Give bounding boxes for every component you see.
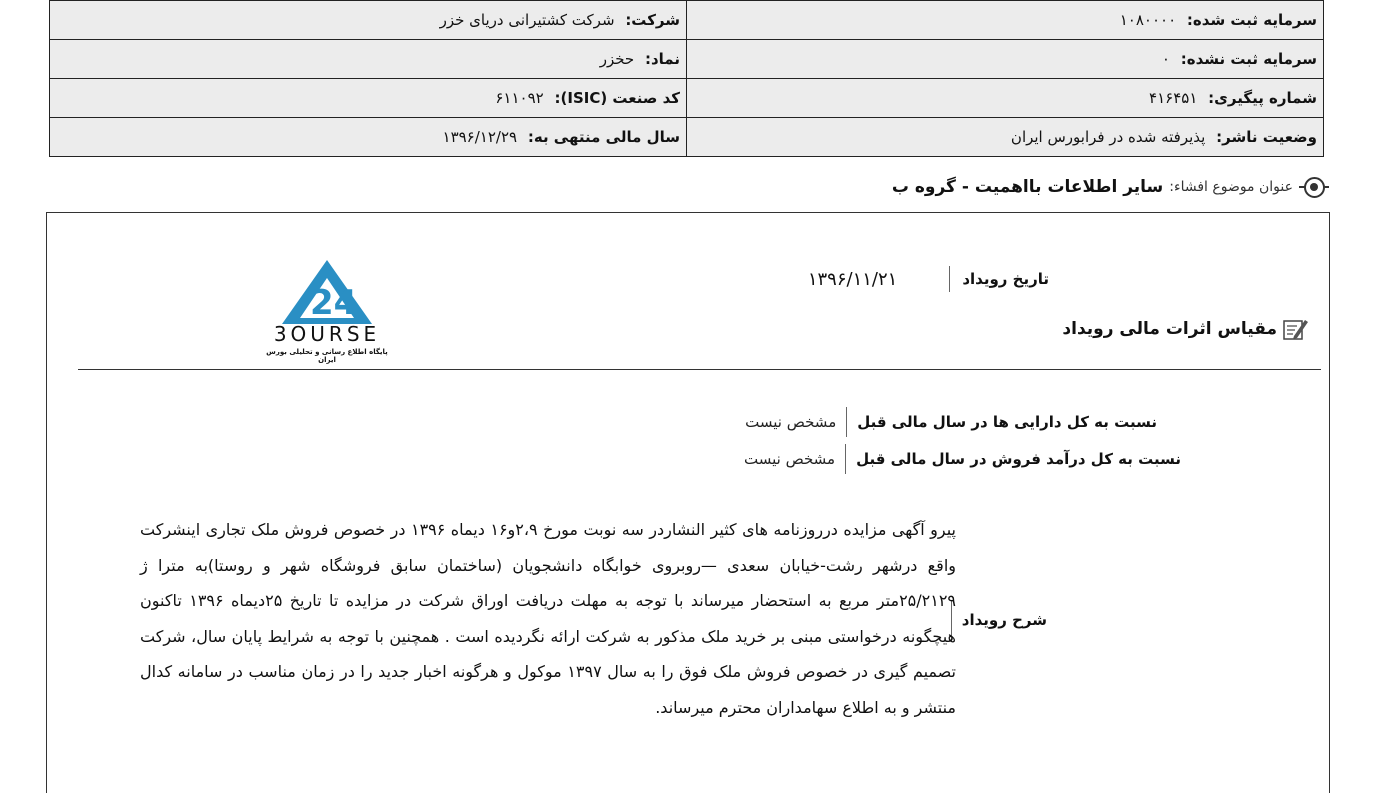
- table-row: [50, 40, 1324, 79]
- impact-title-text: مقیاس اثرات مالی رویداد: [1062, 319, 1277, 339]
- capital-cell: [687, 1, 1324, 40]
- company-cell: [50, 1, 687, 40]
- logo-triangle-icon: [262, 248, 392, 326]
- status-label: وضعیت ناشر:: [1216, 128, 1317, 146]
- company-label: شرکت:: [625, 11, 680, 29]
- bourse24-logo: [262, 248, 392, 368]
- event-date-value: ۱۳۹۶/۱۱/۲۱: [807, 268, 898, 290]
- subject-label: عنوان موضوع افشاء:: [1169, 179, 1293, 195]
- svg-text:24: 24: [310, 283, 358, 323]
- ratio-revenue-row: [744, 444, 1181, 474]
- tracking-label: شماره پیگیری:: [1208, 89, 1317, 107]
- tracking-value: ۴۱۶۴۵۱: [1149, 89, 1198, 107]
- status-cell: [687, 118, 1324, 157]
- ratio-assets-value: مشخص نیست: [745, 413, 837, 431]
- fiscal-label: سال مالی منتهی به:: [527, 128, 680, 146]
- fiscal-value: ۱۳۹۶/۱۲/۲۹: [442, 128, 518, 146]
- capital-label: سرمایه ثبت شده:: [1186, 11, 1317, 29]
- section-divider: [78, 369, 1321, 370]
- edit-note-icon: [1283, 317, 1309, 341]
- symbol-label: نماد:: [644, 50, 680, 68]
- logo-text: 3OURSE: [273, 322, 381, 346]
- event-description-text: پیرو آگهی مزایده درروزنامه های کثیر النشاردر سه نوبت مورخ ۲،۹و۱۶ دیماه ۱۳۹۶ در خصوص فروش ملک تجاری اینشرکت واقع درشهر رشت-خیابان سعدی —روبروی خوابگاه دانشجویان (ساختمان سابق فروشگاه شهر و روستا)به مترا ژ ۲۵/۲۱۲۹متر مربع به استحضار میرساند با توجه به مهلت دریافت اوراق شرکت در مزایده تا تاریخ ۲۵دیماه ۱۳۹۶ تاکنون هیچگونه درخواستی مبنی بر خرید ملک مذکور به شرکت ارائه نگردیده است . همچنین با توجه به شرایط پایان سال، شرکت تصمیم گیری در خصوص فروش ملک فوق را به سال ۱۳۹۷ موکول و هرگونه اخبار جدید را در زمان مناسب در سامانه کدال منتشر و به اطلاع سهامداران محترم میرساند.: [140, 520, 957, 717]
- event-description-label: شرح رویداد: [951, 600, 1047, 640]
- unregistered-capital-cell: [687, 40, 1324, 79]
- disclosure-subject: [892, 174, 1329, 200]
- ratio-assets-label: نسبت به کل دارایی ها در سال مالی قبل: [846, 407, 1157, 437]
- isic-cell: [50, 79, 687, 118]
- logo-subtitle: پایگاه اطلاع رسانی و تحلیلی بورس ایران: [266, 348, 388, 364]
- event-date-label: تاریخ رویداد: [949, 266, 1049, 292]
- symbol-cell: [50, 40, 687, 79]
- isic-label: کد صنعت (ISIC):: [554, 89, 680, 107]
- capital-value: ۱۰۸۰۰۰۰: [1119, 11, 1177, 29]
- isic-value: ۶۱۱۰۹۲: [495, 89, 544, 107]
- unregistered-capital-label: سرمایه ثبت نشده:: [1180, 50, 1317, 68]
- ratio-assets-row: [745, 407, 1157, 437]
- company-info-table: [49, 0, 1324, 157]
- table-row: [50, 79, 1324, 118]
- tracking-cell: [687, 79, 1324, 118]
- table-row: [50, 1, 1324, 40]
- symbol-value: حخزر: [599, 50, 635, 68]
- impact-title: [1062, 317, 1309, 341]
- status-value: پذیرفته شده در فرابورس ایران: [1010, 128, 1206, 146]
- table-row: [50, 118, 1324, 157]
- company-value: شرکت کشتیرانی دریای خزر: [439, 11, 615, 29]
- ratio-revenue-value: مشخص نیست: [744, 450, 836, 468]
- subject-value: سایر اطلاعات بااهمیت - گروه ب: [891, 177, 1164, 197]
- target-icon: [1299, 174, 1329, 200]
- ratio-revenue-label: نسبت به کل درآمد فروش در سال مالی قبل: [845, 444, 1181, 474]
- unregistered-capital-value: ۰: [1161, 50, 1170, 68]
- fiscal-cell: [50, 118, 687, 157]
- event-date: [808, 266, 1049, 292]
